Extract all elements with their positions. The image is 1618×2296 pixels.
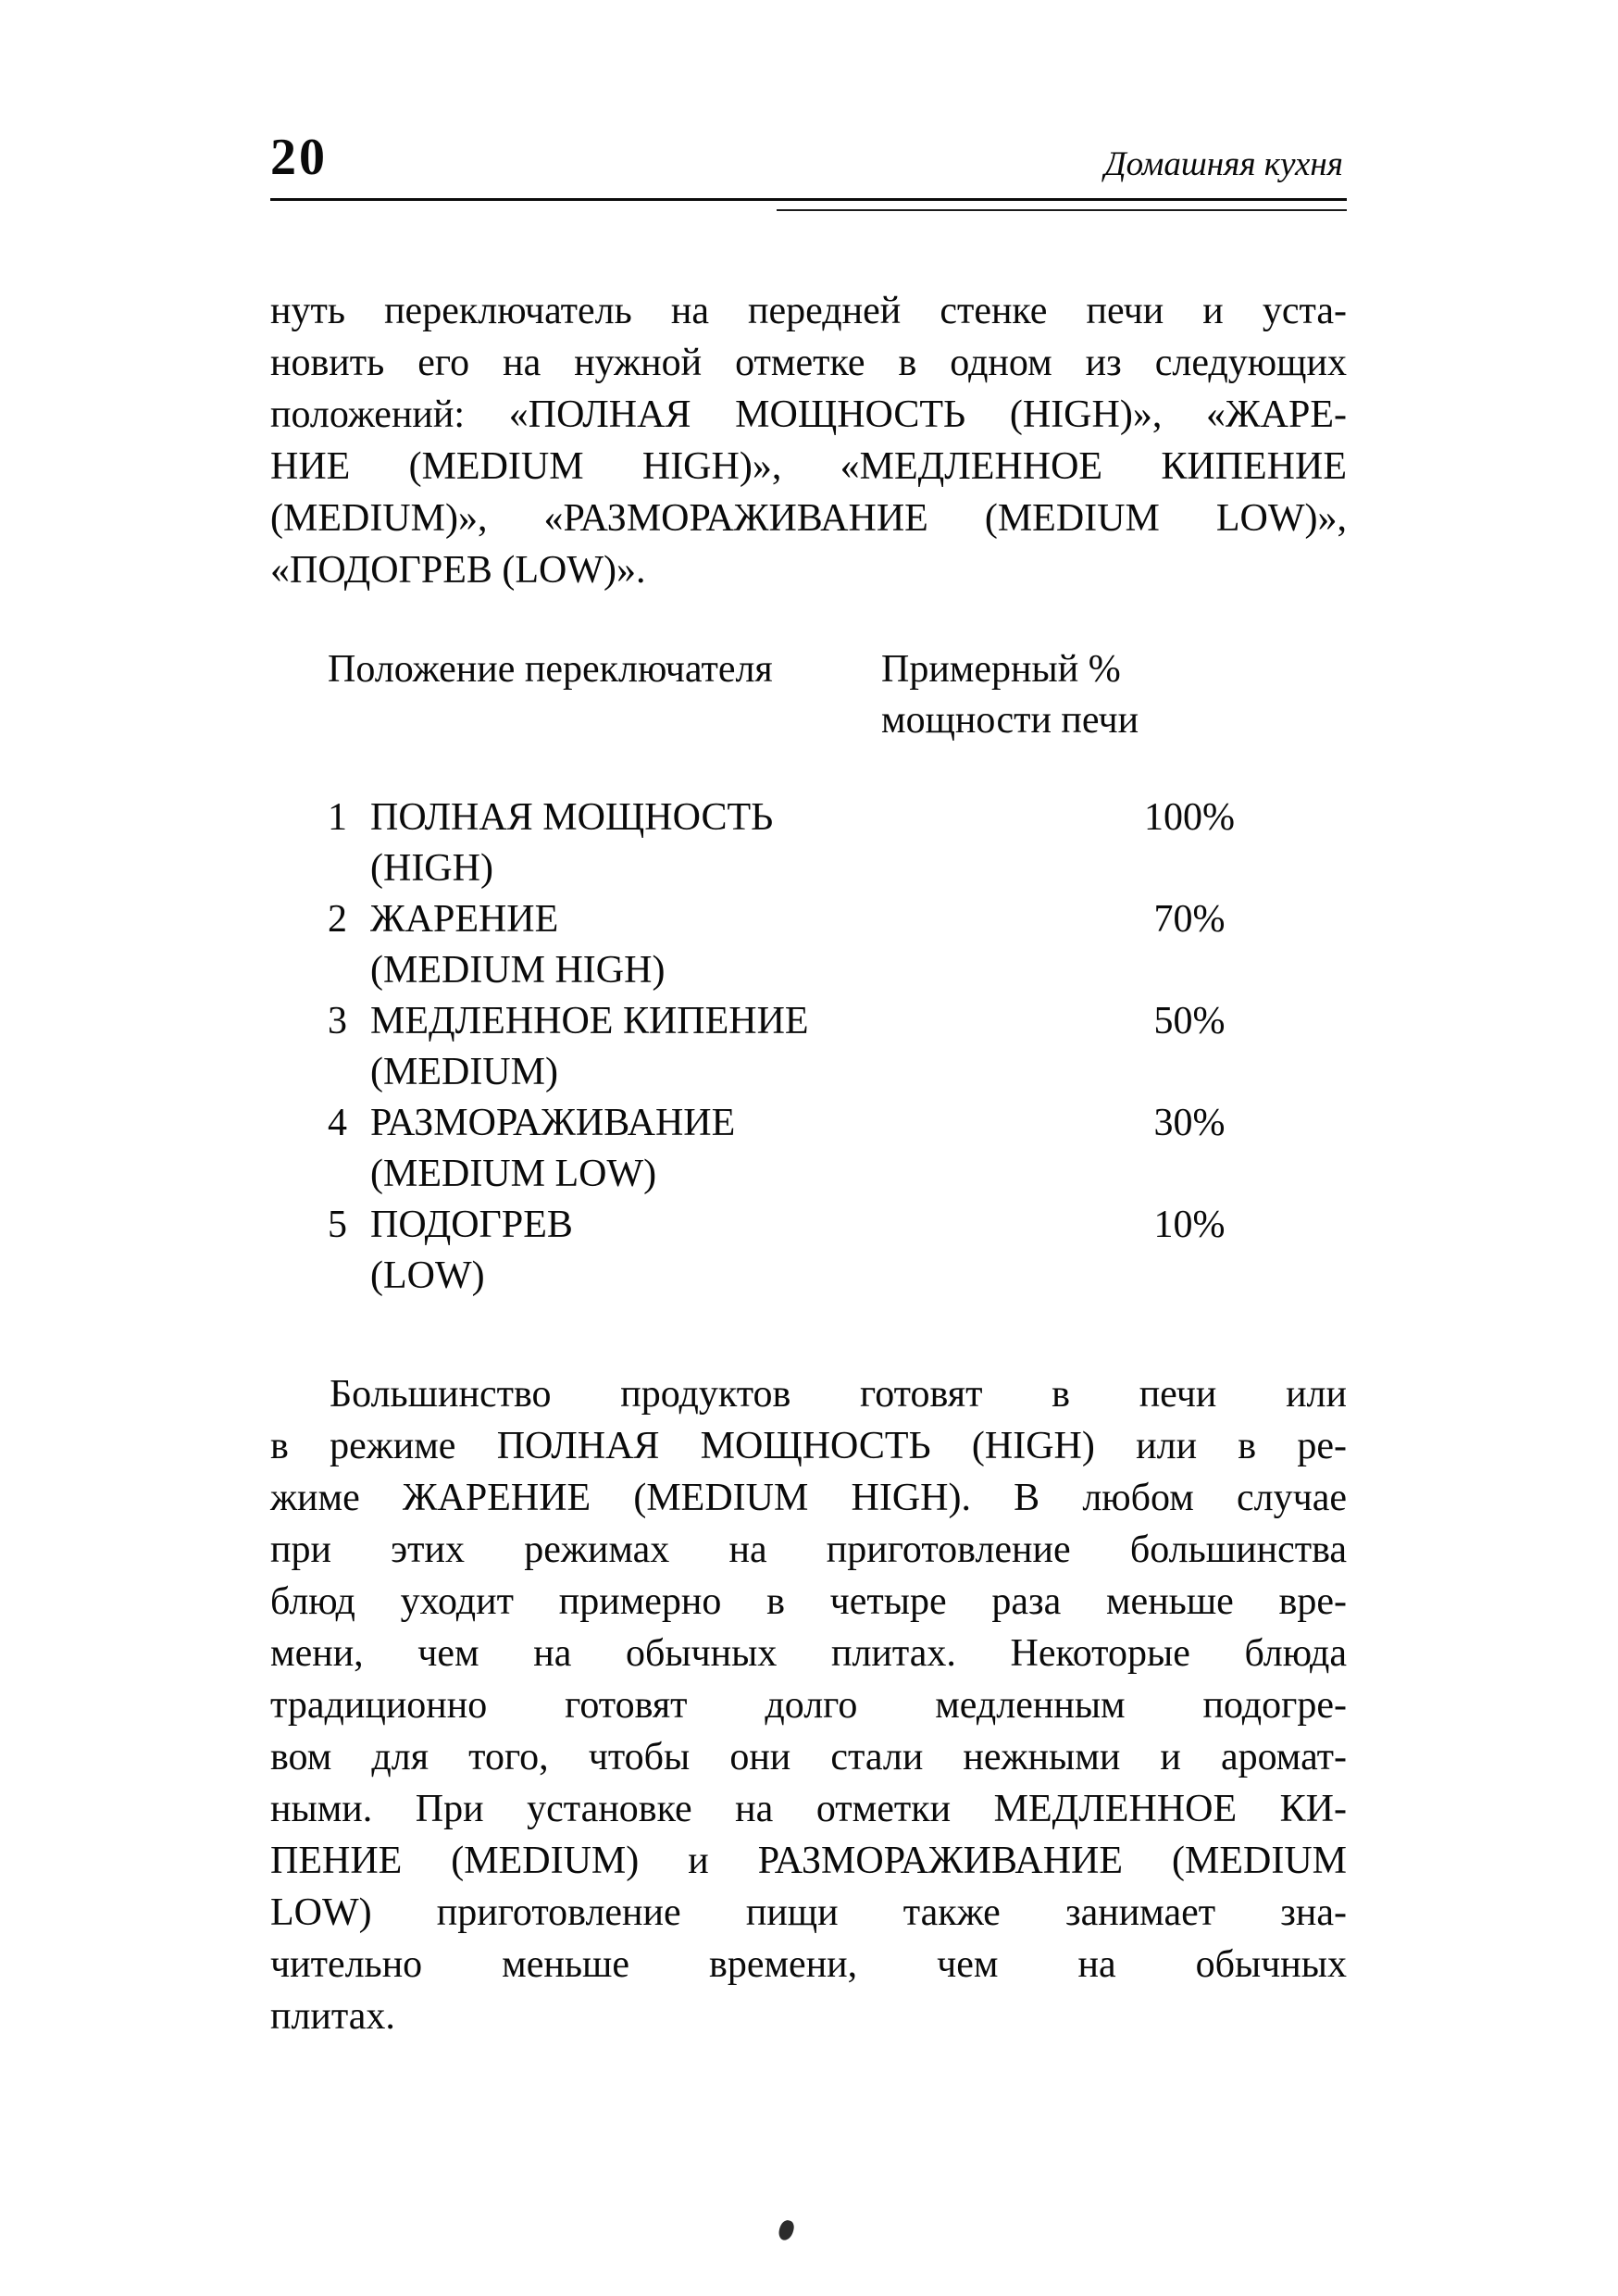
row-detail: (MEDIUM) [370,1051,558,1093]
row-percent: 100% [1144,796,1235,839]
row-percent: 30% [1153,1102,1226,1144]
text-line: мени, чем на обычных плитах. Некоторые блюда [270,1632,1347,1675]
row-detail: (HIGH) [370,847,493,890]
text-line: в режиме ПОЛНАЯ МОЩНОСТЬ (HIGH) или в ре- [270,1425,1347,1467]
running-title: Домашняя кухня [1104,145,1343,183]
row-detail: (LOW) [370,1254,485,1297]
ink-smudge-artifact [778,2219,796,2242]
row-number: 3 [328,1000,347,1042]
paragraph-body [270,1368,1347,2042]
text-line: жиме ЖАРЕНИЕ (MEDIUM HIGH). В любом случае [270,1477,1347,1519]
page-header [270,130,1347,211]
table-row [270,1098,1347,1200]
table-row-line1 [270,1200,1347,1251]
text-line: традиционно готовят долго медленным подогре- [270,1684,1347,1727]
row-detail: (MEDIUM HIGH) [370,949,666,992]
row-name: МЕДЛЕННОЕ КИПЕНИЕ [370,1000,809,1042]
text-line: ными. При установке на отметки МЕДЛЕННОЕ КИ- [270,1788,1347,1830]
row-number: 1 [328,796,347,839]
table-header [270,644,1347,746]
table-row-left [270,1098,1032,1149]
text-line: Большинство продуктов готовят в печи или [330,1373,1347,1416]
text-line: положений: «ПОЛНАЯ МОЩНОСТЬ (HIGH)», «ЖАРЕ- [270,393,1347,436]
table-row-line1 [270,1098,1347,1149]
table-row [270,996,1347,1098]
text-line: при этих режимах на приготовление большинства [270,1529,1347,1571]
table-row-left [270,996,1032,1047]
table-row [270,894,1347,996]
row-percent: 70% [1153,898,1226,941]
table-row [270,1200,1347,1302]
page-content [270,130,1347,2042]
row-name: РАЗМОРАЖИВАНИЕ [370,1102,736,1144]
row-percent: 10% [1153,1204,1226,1246]
power-table [270,644,1347,1302]
text-line: LOW) приготовление пищи также занимает зна- [270,1891,1347,1934]
table-row [270,792,1347,894]
table-row-left [270,894,1032,945]
paragraph-continuation [270,285,1347,596]
header-rule-secondary [777,209,1347,211]
text-line: блюд уходит примерно в четыре раза меньше вре- [270,1580,1347,1623]
table-row-left [270,1200,1032,1251]
table-col2-header-line1: Примерный % [881,648,1121,691]
row-number: 4 [328,1102,347,1144]
text-line: новить его на нужной отметке в одном из следующих [270,342,1347,384]
row-detail: (MEDIUM LOW) [370,1153,657,1195]
page-number: 20 [270,129,328,186]
table-col1-header: Положение переключателя [328,648,773,691]
text-line: плитах. [270,1995,395,2038]
row-percent: 50% [1153,1000,1226,1042]
table-row-line1 [270,996,1347,1047]
text-line: чительно меньше времени, чем на обычных [270,1943,1347,1986]
table-col2-header [881,644,1196,746]
header-rule [270,198,1347,201]
row-name: ЖАРЕНИЕ [370,898,559,941]
text-line: вом для того, чтобы они стали нежными и аромат- [270,1736,1347,1778]
row-number: 5 [328,1204,347,1246]
text-line: ПЕНИЕ (MEDIUM) и РАЗМОРАЖИВАНИЕ (MEDIUM [270,1840,1347,1882]
table-row-line1 [270,792,1347,843]
row-name: ПОДОГРЕВ [370,1204,573,1246]
text-line: (MEDIUM)», «РАЗМОРАЖИВАНИЕ (MEDIUM LOW)», [270,497,1347,540]
text-line: нуть переключатель на передней стенке печи и уста- [270,290,1347,332]
text-line: НИЕ (MEDIUM HIGH)», «МЕДЛЕННОЕ КИПЕНИЕ [270,445,1347,488]
table-row-left [270,792,1032,843]
text-line: «ПОДОГРЕВ (LOW)». [270,549,646,592]
row-number: 2 [328,898,347,941]
table-row-line1 [270,894,1347,945]
header-row [270,130,1347,198]
table-rows [270,792,1347,1302]
table-col2-header-line2: мощности печи [881,699,1139,742]
row-name: ПОЛНАЯ МОЩНОСТЬ [370,796,774,839]
